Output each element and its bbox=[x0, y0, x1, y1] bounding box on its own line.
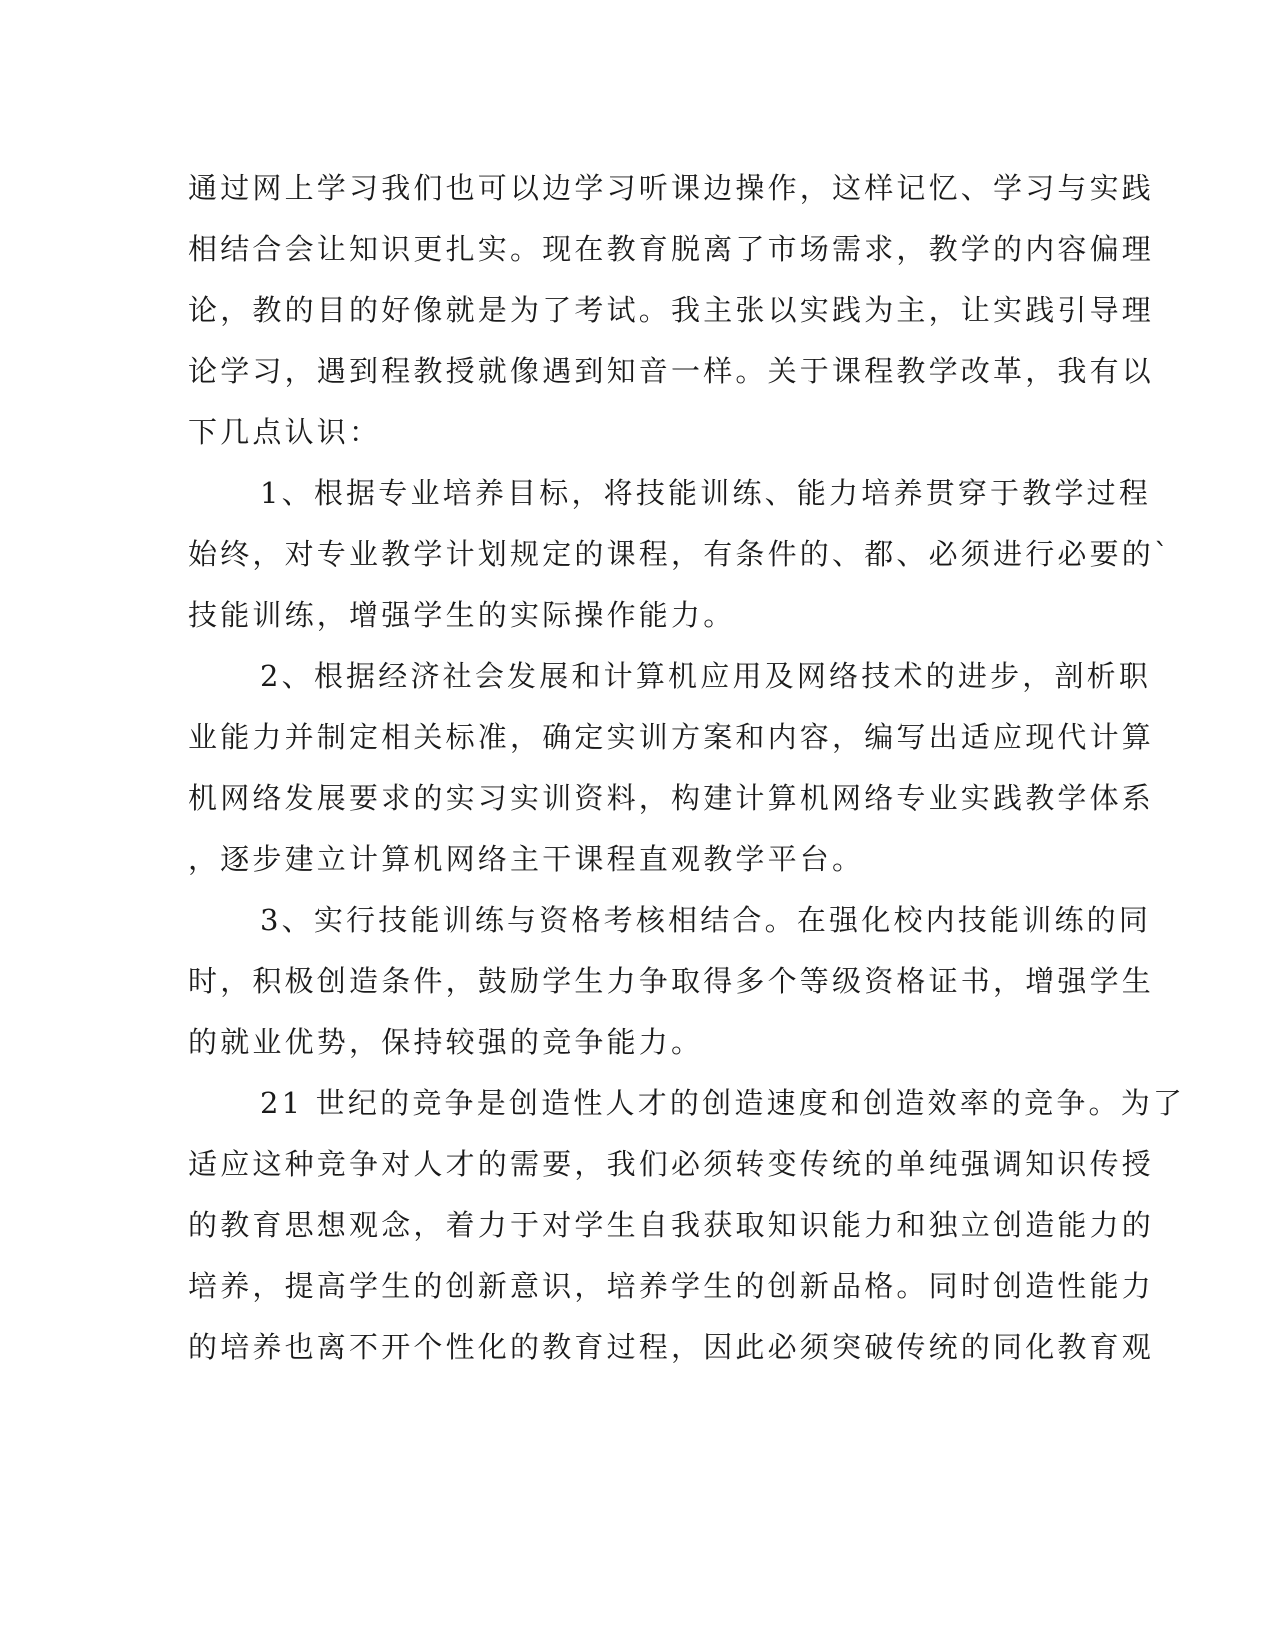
text-line: 技能训练，增强学生的实际操作能力。 bbox=[188, 598, 736, 632]
text-line: 始终，对专业教学计划规定的课程，有条件的、都、必须进行必要的` bbox=[188, 537, 1172, 571]
text-line: 通过网上学习我们也可以边学习听课边操作，这样记忆、学习与实践 bbox=[188, 171, 1155, 205]
text-line: 培养，提高学生的创新意识，培养学生的创新品格。同时创造性能力 bbox=[188, 1269, 1155, 1303]
text-line: 业能力并制定相关标准，确定实训方案和内容，编写出适应现代计算 bbox=[188, 720, 1155, 754]
text-line: 下几点认识： bbox=[188, 415, 382, 449]
text-line: ，逐步建立计算机网络主干课程直观教学平台。 bbox=[188, 842, 865, 876]
text-line: 适应这种竞争对人才的需要，我们必须转变传统的单纯强调知识传授 bbox=[188, 1147, 1155, 1181]
body-text bbox=[188, 158, 1186, 1378]
numbered-item-1: 1、根据专业培养目标，将技能训练、能力培养贯穿于教学过程 bbox=[260, 476, 1152, 510]
text-line: 论，教的目的好像就是为了考试。我主张以实践为主，让实践引导理 bbox=[188, 293, 1155, 327]
text-line: 时，积极创造条件，鼓励学生力争取得多个等级资格证书，增强学生 bbox=[188, 964, 1155, 998]
text-line: 相结合会让知识更扎实。现在教育脱离了市场需求，教学的内容偏理 bbox=[188, 232, 1155, 266]
text-line: 的培养也离不开个性化的教育过程，因此必须突破传统的同化教育观 bbox=[188, 1330, 1155, 1364]
text-line: 机网络发展要求的实习实训资料，构建计算机网络专业实践教学体系 bbox=[188, 781, 1155, 815]
text-line: 论学习，遇到程教授就像遇到知音一样。关于课程教学改革，我有以 bbox=[188, 354, 1155, 388]
text-line: 的就业优势，保持较强的竞争能力。 bbox=[188, 1025, 704, 1059]
numbered-item-3: 3、实行技能训练与资格考核相结合。在强化校内技能训练的同 bbox=[260, 903, 1152, 937]
text-line: 的教育思想观念，着力于对学生自我获取知识能力和独立创造能力的 bbox=[188, 1208, 1155, 1242]
paragraph-start: 21 世纪的竞争是创造性人才的创造速度和创造效率的竞争。为了 bbox=[260, 1086, 1186, 1120]
numbered-item-2: 2、根据经济社会发展和计算机应用及网络技术的进步，剖析职 bbox=[260, 659, 1152, 693]
